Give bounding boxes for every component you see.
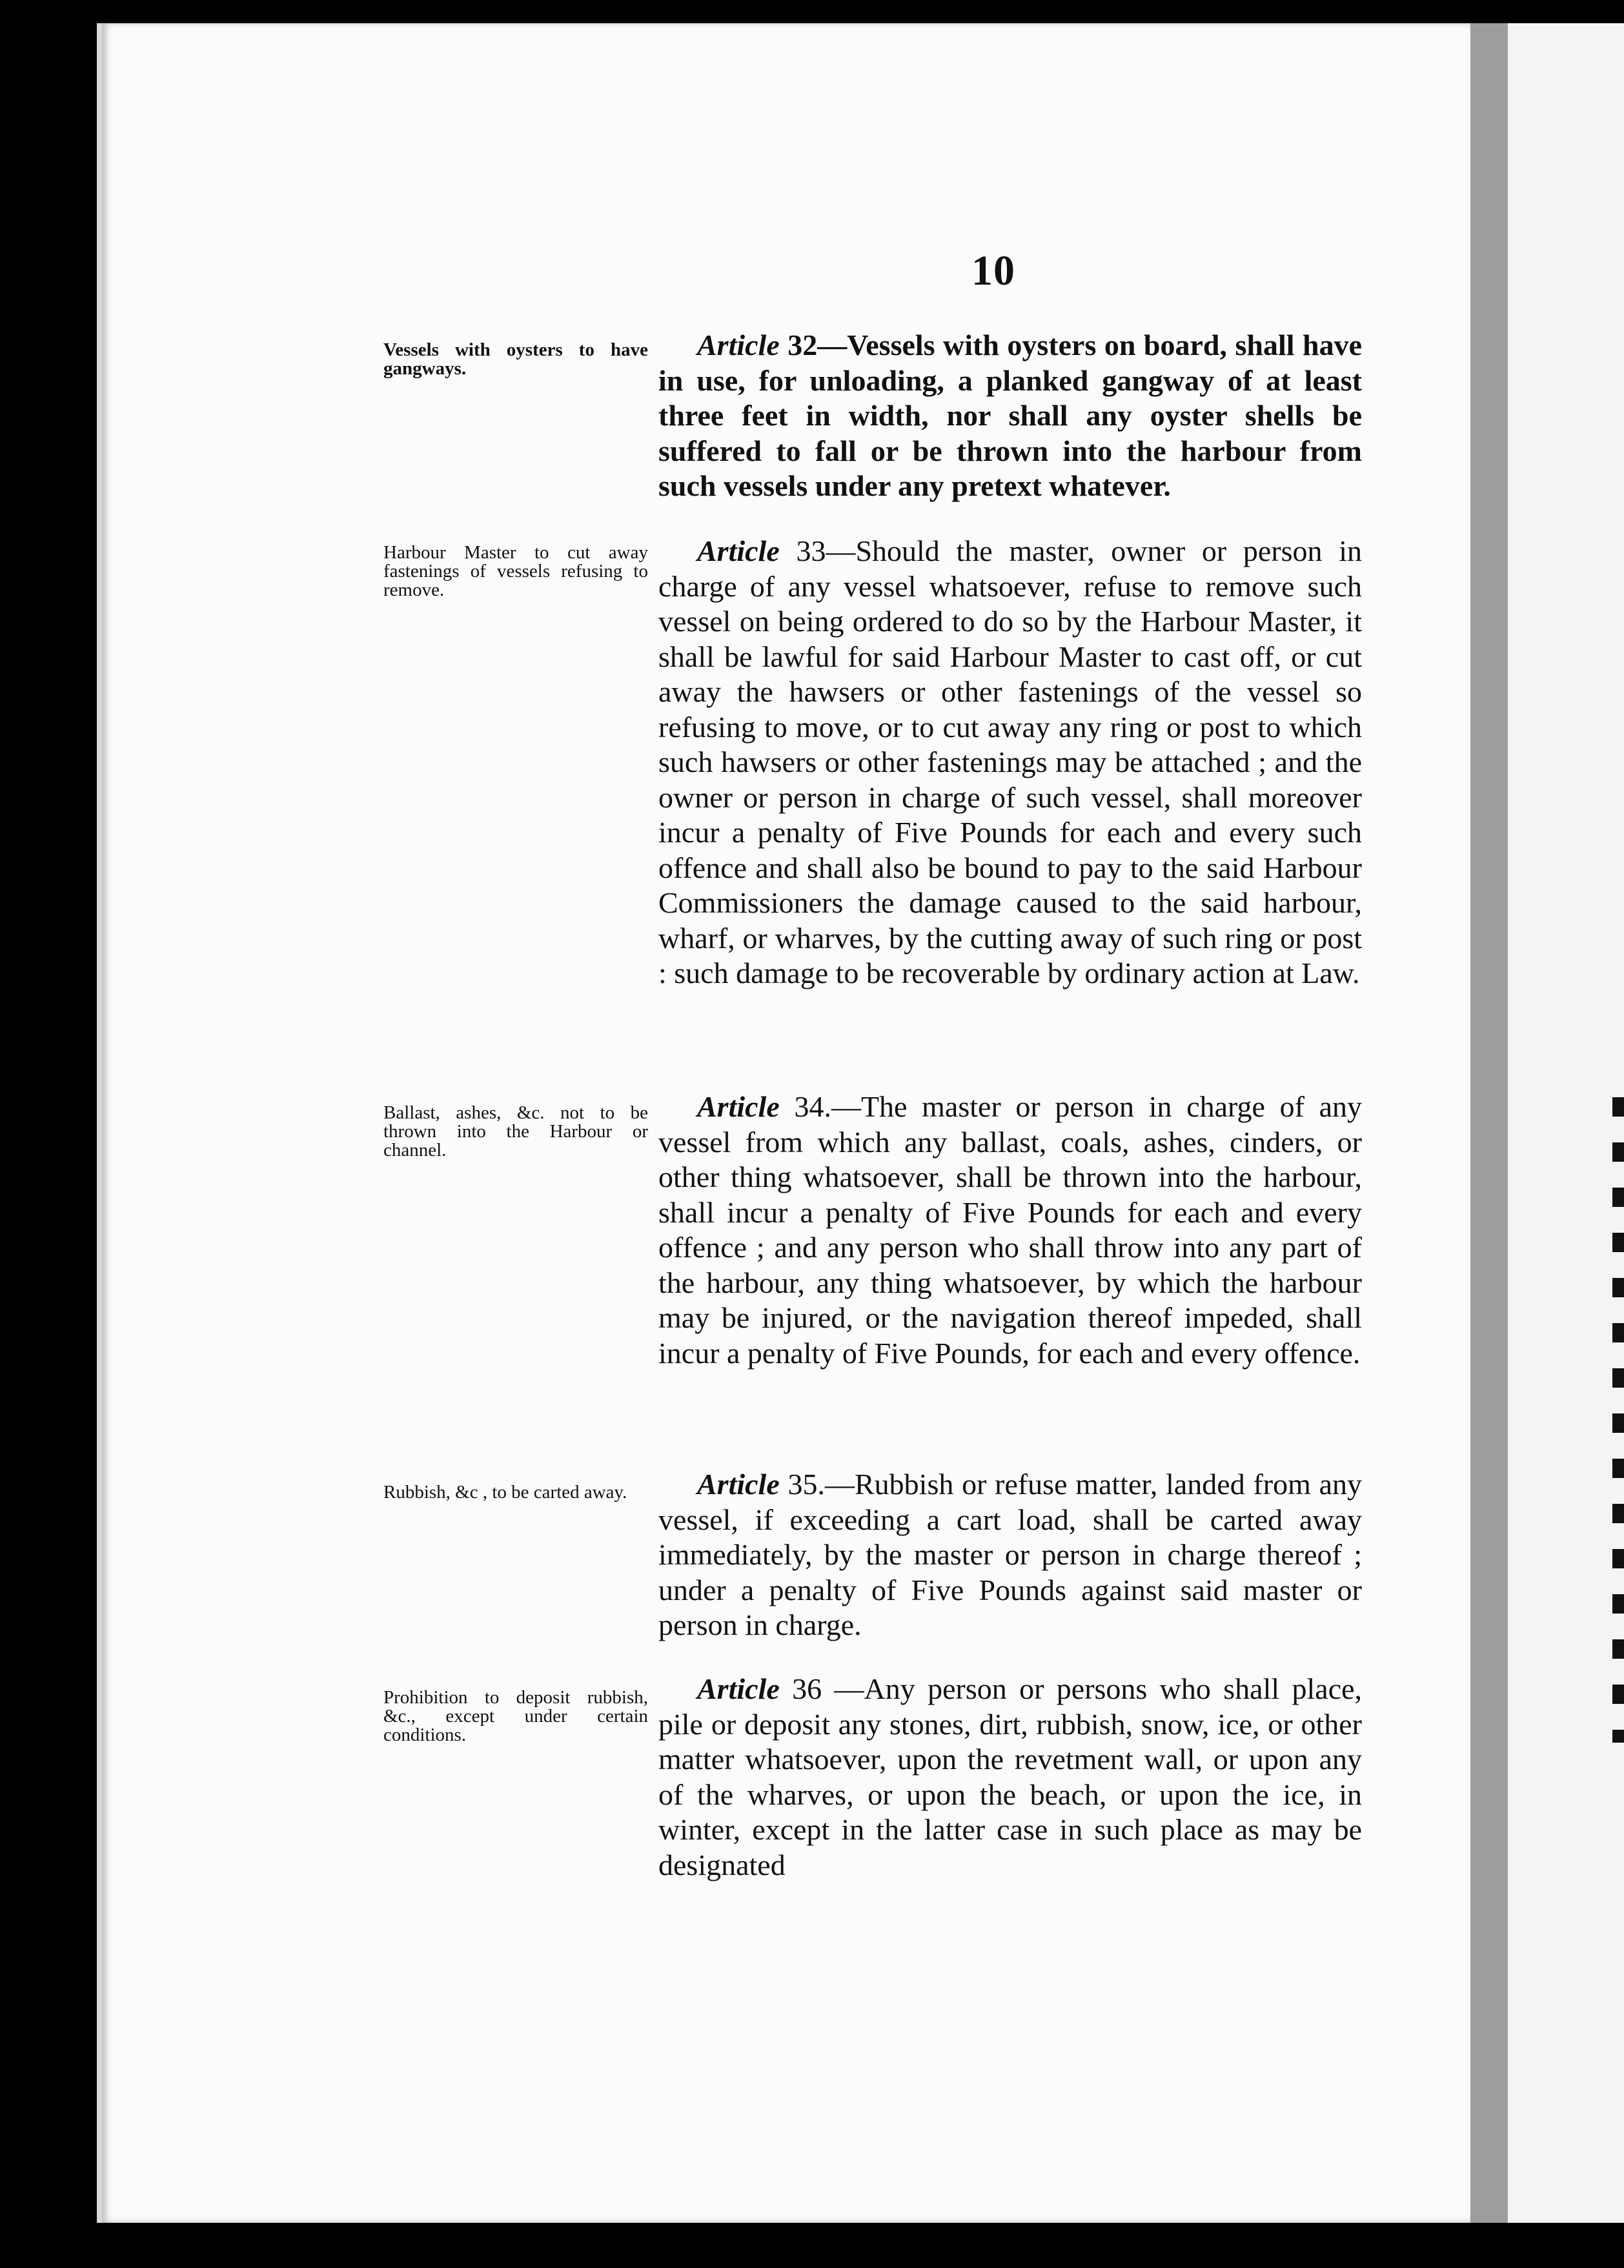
article-36 bbox=[658, 1672, 1362, 1883]
facing-page-shadow bbox=[1470, 23, 1508, 2223]
article-separator: — bbox=[817, 329, 848, 361]
article-32 bbox=[658, 328, 1362, 504]
article-separator: — bbox=[825, 1468, 855, 1501]
facing-page-text-marks bbox=[1612, 1097, 1624, 1743]
article-number: 36 bbox=[792, 1672, 822, 1705]
scan-border-top bbox=[0, 0, 1624, 23]
article-text: Rubbish or refuse matter, landed from any vessel, if exceeding a cart load, shall be carted away immediately, by the master or person in charge thereof ; under a penalty of Five Pounds against said master or person in charge. bbox=[658, 1468, 1363, 1641]
article-number: 33 bbox=[796, 534, 826, 567]
article-label: Article bbox=[697, 534, 780, 567]
article-34 bbox=[658, 1089, 1362, 1371]
scan-border-bottom bbox=[0, 2223, 1624, 2268]
article-label: Article bbox=[697, 329, 780, 361]
article-text: Should the master, owner or person in charge of any vessel whatsoever, refuse to remove such vessel on being ordered to do so by the Harbour Master, it shall be lawful for said Harbour Master to cast off, or cut away the hawsers or other fastenings of the vessel so refusing to move, or to cut away any ring or post to which such hawsers or other fastenings may be attached ; and the owner or person in charge of such vessel, shall moreover incur a penalty of Five Pounds for each and every such offence and shall also be bound to pay to the said Harbour Commissioners the damage caused to the said harbour, wharf, or wharves, by the cutting away of such ring or post : such damage to be recoverable by ordinary action at Law. bbox=[658, 534, 1362, 989]
article-35 bbox=[658, 1467, 1362, 1643]
margin-note-article-35: Rubbish, &c , to be carted away. bbox=[383, 1482, 627, 1503]
article-label: Article bbox=[697, 1468, 780, 1501]
article-label: Article bbox=[697, 1090, 780, 1123]
article-separator: — bbox=[831, 1090, 861, 1123]
article-text: Any person or persons who shall place, pile or deposit any stones, dirt, rubbish, snow, ice, or other matter whatsoever, upon the revetment wall, or upon any of the wharves, or upon the beach, or upon the ice, in winter, except in the latter case in such place as may be designated bbox=[658, 1672, 1363, 1881]
article-separator: — bbox=[822, 1672, 864, 1705]
page-number: 10 bbox=[971, 247, 1015, 294]
article-number: 34. bbox=[794, 1090, 831, 1123]
article-separator: — bbox=[826, 534, 856, 567]
margin-note-article-36: Prohibition to deposit rubbish, &c., except under certain conditions. bbox=[383, 1687, 648, 1745]
margin-note-article-33: Harbour Master to cut away fastenings of vessels refusing to remove. bbox=[383, 542, 648, 600]
margin-note-article-34: Ballast, ashes, &c. not to be thrown into the Harbour or channel. bbox=[383, 1102, 648, 1160]
facing-page-edge bbox=[1508, 23, 1624, 2223]
margin-note-article-32: Vessels with oysters to have gangways. bbox=[383, 339, 648, 379]
scan-border-left bbox=[0, 0, 97, 2268]
article-text: The master or person in charge of any vessel from which any ballast, coals, ashes, cinders, or other thing whatsoever, shall be thrown into the harbour, shall incur a penalty of Five Pounds for each and every offence ; and any person who shall throw into any part of the harbour, any thing whatsoever, by which the harbour may be injured, or the navigation thereof impeded, shall incur a penalty of Five Pounds, for each and every offence. bbox=[658, 1090, 1363, 1370]
article-label: Article bbox=[697, 1672, 780, 1705]
article-number: 32 bbox=[787, 329, 818, 361]
article-text: Vessels with oysters on board, shall have in use, for unloading, a planked gangway of at least three feet in width, nor shall any oyster shells be suffered to fall or be thrown into the harbour from such vessels under any pretext whatever. bbox=[658, 329, 1362, 502]
article-33 bbox=[658, 534, 1362, 991]
article-number: 35. bbox=[787, 1468, 825, 1501]
